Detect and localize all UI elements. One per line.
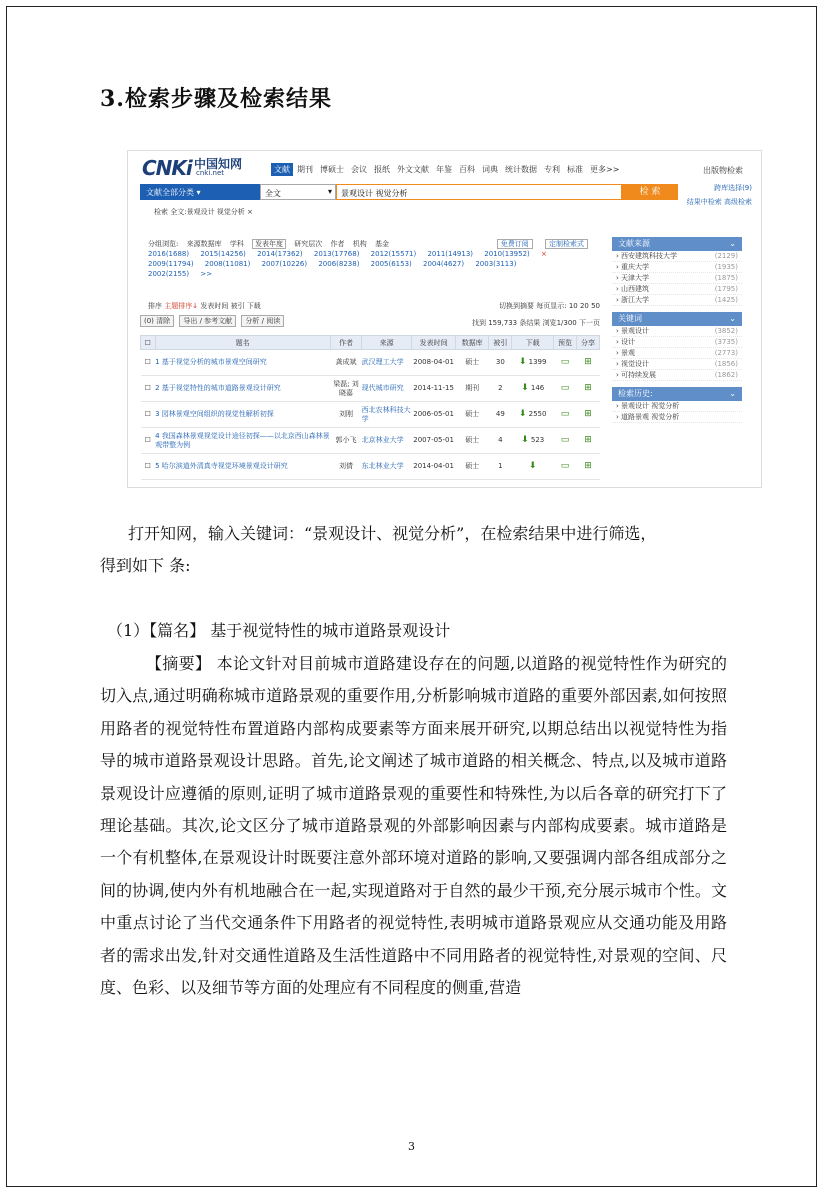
search-input[interactable]: 景观设计 视觉分析: [336, 184, 622, 200]
table-row[interactable]: [141, 402, 600, 428]
tab-zhuanli[interactable]: 专利: [544, 165, 560, 174]
result-source[interactable]: 西北农林科技大学: [362, 402, 412, 428]
tab-more[interactable]: 更多>>: [590, 165, 620, 174]
history-panel-header[interactable]: [612, 387, 742, 401]
result-title-text[interactable]: 哈尔滨道外清真寺视觉环境景观设计研究: [161, 462, 288, 470]
keyword-count: (1862): [714, 371, 738, 379]
book-icon[interactable]: ▭: [560, 435, 570, 445]
year-link[interactable]: 2008(11081): [204, 260, 251, 268]
share-cell[interactable]: [576, 376, 599, 402]
year-row-3: [148, 269, 600, 279]
analyze-button[interactable]: 分析 / 阅读: [241, 315, 284, 327]
download-icon[interactable]: ⬇: [518, 409, 527, 419]
share-cell[interactable]: [576, 428, 599, 454]
category-select[interactable]: [140, 184, 260, 200]
result-title[interactable]: [155, 454, 330, 480]
year-link[interactable]: 2009(11794): [148, 260, 194, 268]
result-date: 2008-04-01: [412, 350, 456, 376]
col-download[interactable]: 下载: [512, 336, 554, 350]
year-link[interactable]: 2003(3113): [475, 260, 517, 268]
year-link[interactable]: 2006(8238): [318, 260, 360, 268]
result-title-text[interactable]: 我国森林景观视觉设计途径初探——以北京西山森林景观带整为例: [155, 431, 330, 449]
field-select-value: 全文: [265, 189, 281, 198]
chevron-down-icon: ▾: [196, 188, 201, 197]
year-link[interactable]: 2010(13952): [484, 250, 530, 258]
cnki-screenshot: [127, 150, 762, 488]
tab-cidian[interactable]: 词典: [482, 165, 498, 174]
book-icon[interactable]: ▭: [560, 383, 570, 393]
row-number: 4: [155, 431, 160, 440]
filter-header: [148, 239, 600, 249]
source-count: (2129): [714, 252, 738, 260]
sort-download[interactable]: 下载: [246, 302, 261, 310]
year-link[interactable]: 2012(15571): [370, 250, 417, 258]
download-count: 2550: [528, 410, 547, 418]
result-db: 硕士: [456, 402, 489, 428]
table-row[interactable]: [141, 428, 600, 454]
source-item[interactable]: › 天津大学 (1875): [612, 273, 742, 284]
download-icon[interactable]: ⬇: [518, 357, 527, 367]
download-icon[interactable]: ⬇: [528, 461, 537, 471]
result-cited[interactable]: 49: [489, 402, 512, 428]
row-number: 5: [155, 462, 160, 470]
resource-tabs: [271, 163, 623, 176]
source-name[interactable]: 山西建筑: [621, 285, 650, 293]
col-cited[interactable]: 被引: [489, 336, 512, 350]
cnki-logo[interactable]: [142, 155, 254, 179]
result-cited[interactable]: 4: [489, 428, 512, 454]
result-db: 硕士: [456, 350, 489, 376]
section-heading: 3.检索步骤及检索结果: [100, 86, 332, 112]
keyword-panel: [612, 312, 742, 381]
sort-cited[interactable]: 被引: [230, 302, 245, 310]
keyword-item[interactable]: › 景观 (2773): [612, 348, 742, 359]
result-date: 2014-04-01: [412, 454, 456, 480]
filter-subject[interactable]: 学科: [229, 240, 244, 248]
tab-wenxian[interactable]: 文献: [271, 163, 293, 176]
filter-label: 分组浏览:: [148, 240, 179, 248]
tab-qikan[interactable]: 期刊: [297, 165, 313, 174]
result-cited[interactable]: 30: [489, 350, 512, 376]
close-icon[interactable]: ×: [541, 250, 547, 258]
result-title-text[interactable]: 基于视觉分析的城市景观空间研究: [161, 358, 267, 366]
share-cell[interactable]: [576, 454, 599, 480]
abstract-label: 【摘要】: [146, 654, 212, 673]
source-panel-title: 文献来源: [618, 239, 650, 248]
table-row[interactable]: [141, 376, 600, 402]
keyword-count: (2773): [714, 349, 738, 357]
col-source[interactable]: 来源: [362, 336, 412, 350]
row-checkbox[interactable]: ☐: [141, 350, 156, 376]
col-db[interactable]: 数据库: [456, 336, 489, 350]
preview-cell[interactable]: [554, 454, 577, 480]
keyword-name[interactable]: 设计: [621, 338, 636, 346]
year-row-1: [148, 249, 600, 259]
result-title-text[interactable]: 园林景观空间组织的视觉性解析初探: [161, 410, 274, 418]
col-title[interactable]: 题名: [155, 336, 330, 350]
sort-label: 排序: [148, 302, 162, 310]
year-link[interactable]: 2014(17362): [257, 250, 303, 258]
keyword-item[interactable]: › 可持续发展 (1862): [612, 370, 742, 381]
keyword-count: (1856): [714, 360, 738, 368]
result-source[interactable]: 武汉理工大学: [362, 350, 412, 376]
source-item[interactable]: › 西安建筑科技大学 (2129): [612, 251, 742, 262]
history-item[interactable]: › 道路景观 视觉分析: [612, 412, 742, 423]
year-link[interactable]: 2002(2155): [148, 270, 190, 278]
chevron-down-icon[interactable]: ⌄: [729, 389, 736, 398]
source-panel: [612, 237, 742, 306]
keyword-name[interactable]: 可持续发展: [621, 371, 657, 379]
year-link[interactable]: 2005(6153): [370, 260, 412, 268]
breadcrumb: 检索 全文:景观设计 视觉分析 ×: [154, 208, 253, 216]
share-cell[interactable]: [576, 350, 599, 376]
tab-nianjian[interactable]: 年鉴: [436, 165, 452, 174]
logo-chinese: 中国知网: [194, 157, 243, 171]
year-link[interactable]: 2011(14913): [427, 250, 473, 258]
custom-query-button[interactable]: 定制检索式: [545, 239, 588, 249]
source-item[interactable]: › 重庆大学 (1935): [612, 262, 742, 273]
download-count: 1399: [528, 358, 547, 366]
result-download[interactable]: [512, 402, 554, 428]
plus-icon[interactable]: ⊞: [584, 383, 592, 393]
keyword-item[interactable]: › 设计 (3735): [612, 337, 742, 348]
tab-tongji[interactable]: 统计数据: [505, 165, 537, 174]
history-item[interactable]: › 景观设计 视觉分析: [612, 401, 742, 412]
tab-baike[interactable]: 百科: [459, 165, 475, 174]
filter-author[interactable]: 作者: [330, 240, 345, 248]
abstract-text: 本论文针对目前城市道路建设存在的问题,以道路的视觉特性作为研究的切入点,通过明确称城市道路景观的重要作用,分析影响城市道路的重要外部因素,如何按照用路者的视觉特性布置道路内部构成要素等方面来展开研究,以期总结出以视觉特性为指导的城市道路景观设计思路。首先,论文阐述了城市道路的相关概念、特点,以及城市道路景观设计应遵循的原则,证明了城市道路景观的重要性和特殊性,为以后各章的研究打下了理论基础。其次,论文区分了城市道路景观的外部影响因素与内部构成要素。城市道路是一个有机整体,在景观设计时既要注意外部环境对道路的影响,又要强调内部各组成部分之间的协调,使内外有机地融合在一起,实现道路对于自然的最少干预,充分展示城市个性。文中重点讨论了当代交通条件下用路者的视觉特性,表明城市道路景观应从交通功能及用路者的需求出发,针对交通性道路及生活性道路中不同用路者的视觉特性,对景观的空间、尺度、色彩、以及细节等方面的处理应有不同程度的侧重,营造: [100, 654, 727, 998]
book-icon[interactable]: ▭: [560, 357, 570, 367]
result-title-text[interactable]: 基于视觉特性的城市道路景观设计研究: [161, 384, 281, 392]
filter-level[interactable]: 研究层次: [294, 240, 323, 248]
table-row[interactable]: [141, 350, 600, 376]
tab-huiyi[interactable]: 会议: [351, 165, 367, 174]
source-name[interactable]: 天津大学: [621, 274, 650, 282]
result-source[interactable]: 东北林业大学: [362, 454, 412, 480]
result-count: 找到 159,733 条结果 浏览1/300 下一页: [471, 319, 600, 327]
logo-mark: CNKi: [142, 156, 192, 180]
result-download[interactable]: [512, 454, 554, 480]
row-number: 2: [155, 384, 160, 392]
filter-source-db[interactable]: 来源数据库: [186, 240, 222, 248]
clear-button[interactable]: (0) 清除: [140, 315, 174, 327]
result-author[interactable]: 龚成斌: [330, 350, 361, 376]
intro-line-1: 打开知网，输入关键词：“景观设计、视觉分析”，在检索结果中进行筛选，: [128, 524, 657, 543]
keyword-item[interactable]: › 景观设计 (3852): [612, 326, 742, 337]
download-icon[interactable]: ⬇: [521, 435, 529, 445]
result-download[interactable]: [512, 350, 554, 376]
source-count: (1425): [714, 296, 738, 304]
result-source[interactable]: 现代城市研究: [362, 376, 412, 402]
row-checkbox[interactable]: ☐: [141, 428, 156, 454]
source-name[interactable]: 浙江大学: [621, 296, 650, 304]
result-source[interactable]: 北京林业大学: [362, 428, 412, 454]
cross-db-link[interactable]: 跨库选择(9): [714, 184, 752, 192]
group-filters: [148, 239, 600, 279]
download-icon[interactable]: ⬇: [521, 383, 529, 393]
result-title[interactable]: [155, 350, 330, 376]
history-panel: [612, 387, 742, 423]
table-row[interactable]: [141, 454, 600, 480]
chevron-down-icon: ▾: [327, 187, 332, 196]
year-link[interactable]: 2007(10226): [261, 260, 308, 268]
sidebar: [612, 237, 742, 429]
abstract-paragraph: [100, 648, 727, 1004]
source-name[interactable]: 重庆大学: [621, 263, 650, 271]
year-link[interactable]: 2004(4627): [423, 260, 465, 268]
preview-cell[interactable]: [554, 350, 577, 376]
result-download[interactable]: [512, 376, 554, 402]
filter-year[interactable]: 发表年度: [252, 239, 286, 249]
select-all-checkbox[interactable]: ☐: [141, 336, 156, 350]
result-cited[interactable]: 1: [489, 454, 512, 480]
search-button[interactable]: 检 索: [622, 184, 678, 200]
year-link[interactable]: 2013(17768): [313, 250, 360, 258]
source-item[interactable]: › 山西建筑 (1795): [612, 284, 742, 295]
entry-title: （1）【篇名】 基于视觉特性的城市道路景观设计: [107, 621, 451, 640]
result-db: 期刊: [456, 376, 489, 402]
history-panel-title: 检索历史:: [618, 389, 653, 398]
result-author[interactable]: 郭小飞: [330, 428, 361, 454]
keyword-name[interactable]: 视觉设计: [621, 360, 650, 368]
source-count: (1935): [714, 263, 738, 271]
row-checkbox[interactable]: ☐: [141, 402, 156, 428]
preview-cell[interactable]: [554, 402, 577, 428]
result-cited[interactable]: 2: [489, 376, 512, 402]
result-db: 硕士: [456, 454, 489, 480]
result-db: 硕士: [456, 428, 489, 454]
result-date: 2014-11-15: [412, 376, 456, 402]
tab-baozhi[interactable]: 报纸: [374, 165, 390, 174]
year-link[interactable]: 2016(1688): [148, 250, 190, 258]
intro-line-2: 得到如下 条:: [100, 556, 191, 575]
filter-org[interactable]: 机构: [352, 240, 367, 248]
result-date: 2007-05-01: [412, 428, 456, 454]
page-number: 3: [408, 1140, 415, 1153]
search-bar: [140, 184, 752, 206]
result-author[interactable]: 刘刚: [330, 402, 361, 428]
advanced-search-link[interactable]: 结果中检索 高级检索: [686, 198, 752, 206]
source-panel-header[interactable]: [612, 237, 742, 251]
chevron-down-icon[interactable]: ⌄: [729, 314, 736, 323]
more-years-link[interactable]: >>: [200, 270, 213, 278]
col-date[interactable]: 发表时间: [412, 336, 456, 350]
plus-icon[interactable]: ⊞: [584, 409, 592, 419]
keyword-name[interactable]: 景观设计: [621, 327, 650, 335]
export-button[interactable]: 导出 / 参考文献: [179, 315, 236, 327]
result-author[interactable]: 刘倩: [330, 454, 361, 480]
results-table: [140, 335, 600, 480]
download-count: 146: [530, 384, 545, 392]
result-date: 2006-05-01: [412, 402, 456, 428]
source-count: (1875): [714, 274, 738, 282]
keyword-name[interactable]: 景观: [621, 349, 636, 357]
history-query[interactable]: 景观设计 视觉分析: [621, 402, 680, 410]
tab-biaozhun[interactable]: 标准: [567, 165, 583, 174]
tab-boshuoshi[interactable]: 博硕士: [320, 165, 344, 174]
plus-icon[interactable]: ⊞: [584, 435, 592, 445]
sort-relevance[interactable]: 主题排序↓: [164, 302, 199, 310]
tab-waiwen[interactable]: 外文文献: [397, 165, 429, 174]
share-cell[interactable]: [576, 402, 599, 428]
keyword-item[interactable]: › 视觉设计 (1856): [612, 359, 742, 370]
year-row-2: [148, 259, 600, 269]
search-links: [680, 184, 752, 206]
keyword-count: (3735): [714, 338, 738, 346]
row-number: 3: [155, 410, 160, 418]
source-item[interactable]: › 浙江大学 (1425): [612, 295, 742, 306]
result-title[interactable]: [155, 402, 330, 428]
history-query[interactable]: 道路景观 视觉分析: [621, 413, 680, 421]
keyword-panel-header[interactable]: [612, 312, 742, 326]
sort-date[interactable]: 发表时间: [200, 302, 229, 310]
year-link[interactable]: 2015(14256): [200, 250, 246, 258]
keyword-panel-title: 关键词: [618, 314, 642, 323]
col-author[interactable]: 作者: [330, 336, 361, 350]
source-name[interactable]: 西安建筑科技大学: [621, 252, 678, 260]
plus-icon[interactable]: ⊞: [584, 461, 592, 471]
result-author[interactable]: 梁磊; 刘晓嘉: [330, 376, 361, 402]
row-checkbox[interactable]: ☐: [141, 454, 156, 480]
row-checkbox[interactable]: ☐: [141, 376, 156, 402]
field-select[interactable]: [260, 184, 336, 200]
keyword-count: (3852): [714, 327, 738, 335]
col-share[interactable]: 分享: [576, 336, 599, 350]
logo-domain: cnki.net: [196, 169, 224, 177]
book-icon[interactable]: ▭: [560, 409, 570, 419]
download-count: 523: [530, 436, 545, 444]
source-count: (1795): [714, 285, 738, 293]
table-header-row: [141, 336, 600, 350]
sort-bar: [148, 301, 600, 311]
result-title[interactable]: [155, 376, 330, 402]
row-number: 1: [155, 358, 160, 366]
filter-fund[interactable]: 基金: [375, 240, 389, 248]
col-preview[interactable]: 预览: [554, 336, 577, 350]
result-download[interactable]: [512, 428, 554, 454]
publication-search-link[interactable]: 出版物检索: [703, 166, 743, 175]
result-toolbar: [140, 316, 600, 330]
plus-icon[interactable]: ⊞: [584, 357, 592, 367]
category-label: 文献全部分类: [146, 188, 194, 197]
chevron-down-icon[interactable]: ⌄: [729, 239, 736, 248]
book-icon[interactable]: ▭: [560, 461, 570, 471]
result-title[interactable]: [155, 428, 330, 454]
preview-cell[interactable]: [554, 428, 577, 454]
free-subscribe-button[interactable]: 免费订阅: [497, 239, 533, 249]
preview-cell[interactable]: [554, 376, 577, 402]
cnki-header: [128, 151, 762, 181]
intro-paragraph: [100, 518, 725, 582]
page-size-control[interactable]: 切换到摘要 每页显示: 10 20 50: [499, 302, 600, 310]
filter-buttons: [493, 239, 594, 249]
